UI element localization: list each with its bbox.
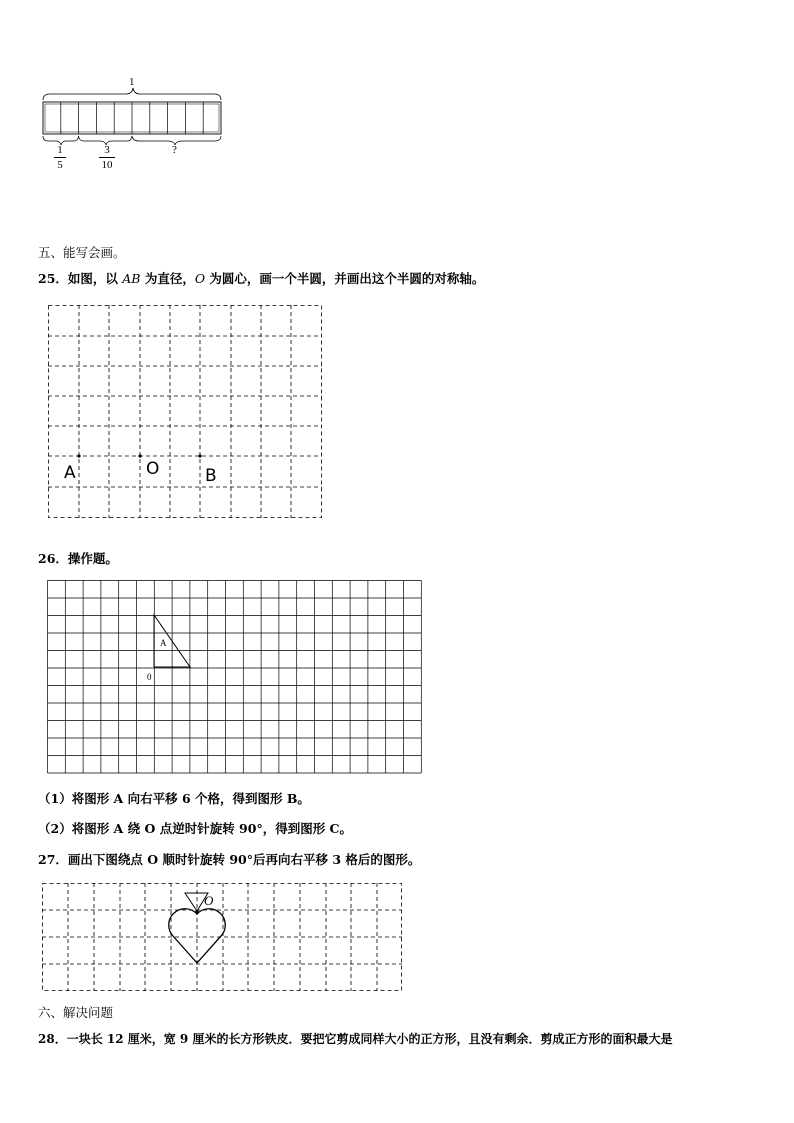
section-six-heading: 六、解决问题 (38, 1005, 114, 1020)
question-25-text: 25．如图，以 AB 为直径，O 为圆心，画一个半圆，并画出这个半圆的对称轴。 (38, 271, 485, 286)
fraction-bar-drawing (38, 78, 228, 178)
fraction-bar-figure (38, 78, 228, 178)
label-point-a: A (64, 463, 76, 483)
question-25-grid (48, 305, 323, 520)
unknown-label: ? (172, 144, 177, 156)
ab-symbol: AB (122, 271, 141, 286)
question-26-heading: 26．操作题。 (38, 551, 118, 566)
fraction-denominator: 5 (57, 159, 63, 171)
point-a (77, 454, 80, 457)
bar-segments (61, 102, 203, 134)
question-27-text: 27．画出下图绕点 O 顺时针旋转 90°后再向右平移 3 格后的图形。 (38, 852, 421, 867)
question-27-grid (42, 883, 404, 993)
shape-a-label: A (160, 638, 167, 648)
point-b (198, 454, 201, 457)
question-26-step-1: （1）将图形 A 向右平移 6 个格，得到图形 B。 (38, 791, 310, 806)
total-label: 1 (129, 76, 135, 88)
label-point-o: O (146, 459, 160, 479)
rotation-point-label: O (204, 893, 214, 908)
fraction-denominator: 10 (101, 159, 113, 171)
label-point-b: B (205, 466, 217, 486)
top-brace (43, 88, 221, 100)
point-o-rotation (195, 909, 198, 912)
fraction-numerator: 3 (104, 144, 110, 156)
point-o (138, 454, 141, 457)
fraction-line (99, 157, 115, 158)
origin-label: 0 (147, 672, 152, 682)
fraction-one-fifth (54, 144, 66, 171)
fraction-numerator: 1 (57, 144, 63, 156)
fraction-line (54, 157, 66, 158)
question-26-grid (47, 580, 425, 775)
o-symbol: O (194, 271, 206, 286)
fraction-three-tenths (99, 144, 115, 171)
section-five-heading: 五、能写会画。 (38, 245, 126, 260)
question-28-text: 28．一块长 12 厘米，宽 9 厘米的长方形铁皮．要把它剪成同样大小的正方形，且没有剩余．剪成正方形的面积最大是 (38, 1032, 673, 1046)
question-26-step-2: （2）将图形 A 绕 O 点逆时针旋转 90°，得到图形 C。 (38, 821, 352, 836)
